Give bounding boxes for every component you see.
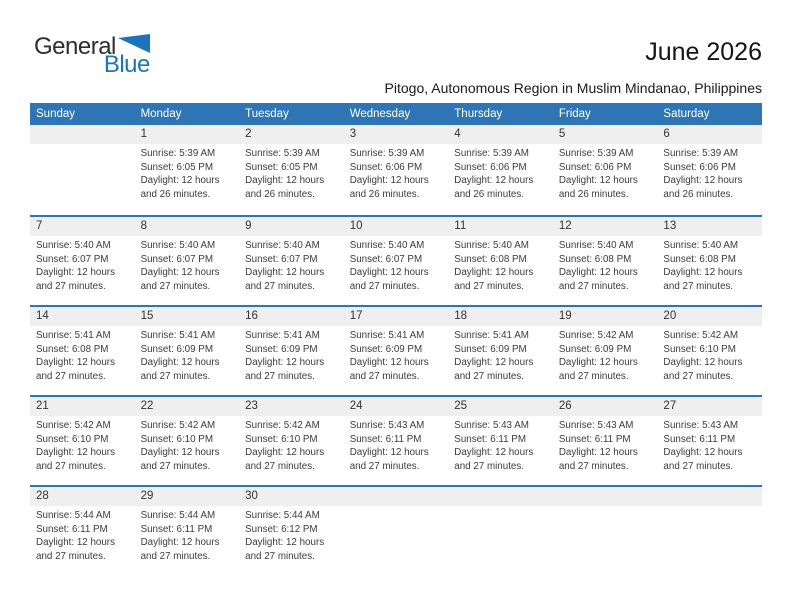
day-number: 17 bbox=[344, 307, 449, 326]
day-detail-line: Daylight: 12 hours bbox=[558, 175, 638, 186]
week-row-2 bbox=[30, 215, 762, 305]
day-detail-line: Daylight: 12 hours bbox=[140, 447, 220, 458]
day-detail-line: Daylight: 12 hours bbox=[454, 175, 534, 186]
day-details bbox=[239, 144, 344, 201]
weekday-header-friday: Friday bbox=[558, 108, 591, 120]
day-number: 9 bbox=[239, 217, 344, 236]
day-details bbox=[553, 416, 658, 473]
day-detail-line: Daylight: 12 hours bbox=[349, 175, 429, 186]
day-detail-line: and 27 minutes. bbox=[349, 460, 420, 472]
day-number: 3 bbox=[344, 125, 449, 144]
day-cell-22 bbox=[135, 397, 240, 485]
day-number: 7 bbox=[30, 217, 135, 236]
day-cell-28 bbox=[30, 487, 135, 575]
day-detail-line: and 27 minutes. bbox=[140, 370, 211, 382]
day-detail-line: and 27 minutes. bbox=[454, 460, 524, 472]
day-detail-line: Sunrise: 5:41 AM bbox=[245, 330, 320, 341]
day-number: 23 bbox=[239, 397, 344, 416]
day-detail-line: Daylight: 12 hours bbox=[245, 267, 325, 278]
day-detail-line: Sunrise: 5:42 AM bbox=[36, 420, 111, 431]
day-detail-line: Daylight: 12 hours bbox=[140, 267, 220, 278]
day-details bbox=[448, 144, 553, 201]
day-detail-line: and 27 minutes. bbox=[454, 280, 524, 292]
day-detail-line: Sunrise: 5:40 AM bbox=[245, 240, 320, 251]
day-detail-line: Sunrise: 5:41 AM bbox=[36, 330, 111, 341]
day-detail-line: Sunrise: 5:43 AM bbox=[349, 420, 425, 431]
weekday-row bbox=[30, 103, 762, 125]
day-detail-line: Sunset: 6:09 PM bbox=[558, 343, 632, 355]
day-cell-29 bbox=[135, 487, 240, 575]
day-detail-line: Sunrise: 5:39 AM bbox=[349, 148, 425, 159]
day-number: 12 bbox=[553, 217, 658, 236]
day-detail-line: Sunset: 6:07 PM bbox=[140, 253, 213, 265]
day-detail-line: Sunrise: 5:39 AM bbox=[454, 148, 529, 159]
day-detail-line: Sunrise: 5:43 AM bbox=[558, 420, 634, 431]
day-detail-line: Sunset: 6:10 PM bbox=[663, 343, 736, 355]
weekday-header-tuesday: Tuesday bbox=[245, 108, 289, 120]
day-detail-line: Sunset: 6:12 PM bbox=[245, 523, 318, 535]
day-details bbox=[657, 144, 762, 201]
day-detail-line: and 27 minutes. bbox=[663, 370, 734, 382]
day-cell-27 bbox=[657, 397, 762, 485]
day-number: 30 bbox=[239, 487, 344, 506]
day-number: 15 bbox=[135, 307, 240, 326]
day-number: 19 bbox=[553, 307, 658, 326]
calendar bbox=[30, 103, 762, 575]
day-details bbox=[30, 236, 135, 293]
day-number bbox=[553, 487, 658, 506]
logo-text-blue: Blue bbox=[103, 51, 150, 78]
day-cell-17 bbox=[344, 307, 449, 395]
general-blue-logo bbox=[34, 34, 150, 77]
day-cell-empty bbox=[344, 487, 449, 575]
day-cell-2 bbox=[239, 125, 344, 215]
day-number: 13 bbox=[657, 217, 762, 236]
day-detail-line: Sunrise: 5:41 AM bbox=[454, 330, 529, 341]
day-detail-line: Sunrise: 5:41 AM bbox=[140, 330, 216, 341]
day-details bbox=[553, 236, 658, 293]
week-row-1 bbox=[30, 125, 762, 215]
day-detail-line: Daylight: 12 hours bbox=[36, 357, 115, 368]
day-number: 2 bbox=[239, 125, 344, 144]
day-detail-line: and 27 minutes. bbox=[245, 280, 315, 292]
day-details bbox=[30, 326, 135, 383]
day-detail-line: Daylight: 12 hours bbox=[663, 267, 743, 278]
day-number: 5 bbox=[553, 125, 658, 144]
day-detail-line: and 27 minutes. bbox=[349, 280, 420, 292]
day-detail-line: Sunset: 6:06 PM bbox=[663, 161, 736, 173]
day-cell-empty bbox=[30, 125, 135, 215]
day-detail-line: Daylight: 12 hours bbox=[245, 447, 325, 458]
day-detail-line: Sunrise: 5:40 AM bbox=[349, 240, 425, 251]
day-cell-24 bbox=[344, 397, 449, 485]
day-cell-8 bbox=[135, 217, 240, 305]
day-detail-line: Sunrise: 5:40 AM bbox=[663, 240, 739, 251]
day-number: 20 bbox=[657, 307, 762, 326]
day-detail-line: Sunset: 6:09 PM bbox=[349, 343, 423, 355]
day-detail-line: Sunrise: 5:42 AM bbox=[245, 420, 320, 431]
day-details bbox=[448, 506, 553, 509]
day-cell-25 bbox=[448, 397, 553, 485]
day-cell-11 bbox=[448, 217, 553, 305]
day-number: 4 bbox=[448, 125, 553, 144]
day-cell-20 bbox=[657, 307, 762, 395]
day-detail-line: Daylight: 12 hours bbox=[349, 447, 429, 458]
calendar-grid bbox=[30, 125, 762, 575]
day-details bbox=[448, 416, 553, 473]
week-row-4 bbox=[30, 395, 762, 485]
day-detail-line: Sunset: 6:11 PM bbox=[558, 433, 631, 445]
day-detail-line: Daylight: 12 hours bbox=[454, 357, 534, 368]
day-detail-line: Sunrise: 5:44 AM bbox=[140, 510, 216, 521]
day-details bbox=[448, 326, 553, 383]
day-cell-26 bbox=[553, 397, 658, 485]
day-detail-line: Sunset: 6:07 PM bbox=[349, 253, 423, 265]
day-detail-line: Sunset: 6:11 PM bbox=[36, 523, 108, 535]
day-detail-line: and 27 minutes. bbox=[663, 460, 734, 472]
day-detail-line: and 27 minutes. bbox=[558, 370, 629, 382]
day-detail-line: and 27 minutes. bbox=[140, 550, 211, 562]
day-detail-line: Sunset: 6:09 PM bbox=[140, 343, 213, 355]
day-details bbox=[344, 506, 449, 509]
day-detail-line: Sunrise: 5:39 AM bbox=[245, 148, 320, 159]
day-detail-line: and 26 minutes. bbox=[558, 188, 629, 200]
day-number: 16 bbox=[239, 307, 344, 326]
day-details bbox=[657, 506, 762, 509]
day-number: 8 bbox=[135, 217, 240, 236]
day-detail-line: and 26 minutes. bbox=[454, 188, 524, 200]
day-detail-line: Sunset: 6:10 PM bbox=[140, 433, 213, 445]
day-detail-line: and 27 minutes. bbox=[36, 550, 106, 562]
day-detail-line: Sunset: 6:07 PM bbox=[245, 253, 318, 265]
day-cell-30 bbox=[239, 487, 344, 575]
day-detail-line: and 27 minutes. bbox=[245, 460, 315, 472]
day-details bbox=[135, 416, 240, 473]
day-number: 27 bbox=[657, 397, 762, 416]
day-details bbox=[135, 326, 240, 383]
day-detail-line: Sunset: 6:07 PM bbox=[36, 253, 109, 265]
day-detail-line: and 27 minutes. bbox=[36, 370, 106, 382]
day-details bbox=[30, 144, 135, 147]
day-details bbox=[135, 236, 240, 293]
day-cell-12 bbox=[553, 217, 658, 305]
day-details bbox=[135, 506, 240, 563]
day-number: 29 bbox=[135, 487, 240, 506]
day-detail-line: Sunrise: 5:39 AM bbox=[558, 148, 634, 159]
day-cell-21 bbox=[30, 397, 135, 485]
day-detail-line: Sunset: 6:05 PM bbox=[245, 161, 318, 173]
day-cell-9 bbox=[239, 217, 344, 305]
day-number bbox=[344, 487, 449, 506]
day-cell-23 bbox=[239, 397, 344, 485]
day-detail-line: Daylight: 12 hours bbox=[36, 267, 115, 278]
day-detail-line: Sunrise: 5:44 AM bbox=[36, 510, 111, 521]
logo-text-general: General bbox=[34, 33, 116, 60]
day-detail-line: Sunrise: 5:42 AM bbox=[140, 420, 216, 431]
day-detail-line: Daylight: 12 hours bbox=[558, 447, 638, 458]
day-number: 26 bbox=[553, 397, 658, 416]
day-cell-empty bbox=[553, 487, 658, 575]
weekday-header-monday: Monday bbox=[140, 108, 182, 120]
day-cell-13 bbox=[657, 217, 762, 305]
day-cell-19 bbox=[553, 307, 658, 395]
day-detail-line: Sunrise: 5:40 AM bbox=[558, 240, 634, 251]
day-details bbox=[30, 416, 135, 473]
weekday-header-saturday: Saturday bbox=[663, 108, 710, 120]
day-detail-line: Sunset: 6:08 PM bbox=[663, 253, 736, 265]
day-details bbox=[553, 144, 658, 201]
day-details bbox=[239, 326, 344, 383]
day-cell-6 bbox=[657, 125, 762, 215]
day-cell-16 bbox=[239, 307, 344, 395]
day-detail-line: and 27 minutes. bbox=[558, 460, 629, 472]
day-cell-empty bbox=[657, 487, 762, 575]
day-detail-line: Sunrise: 5:39 AM bbox=[140, 148, 216, 159]
day-details bbox=[553, 326, 658, 383]
day-detail-line: Daylight: 12 hours bbox=[36, 447, 115, 458]
day-detail-line: Sunrise: 5:44 AM bbox=[245, 510, 320, 521]
day-number: 21 bbox=[30, 397, 135, 416]
day-detail-line: Daylight: 12 hours bbox=[663, 447, 743, 458]
day-details bbox=[344, 144, 449, 201]
day-details bbox=[657, 416, 762, 473]
day-cell-15 bbox=[135, 307, 240, 395]
day-detail-line: Daylight: 12 hours bbox=[140, 357, 220, 368]
day-detail-line: Sunrise: 5:40 AM bbox=[454, 240, 529, 251]
day-detail-line: and 27 minutes. bbox=[36, 280, 106, 292]
day-number bbox=[448, 487, 553, 506]
day-details bbox=[448, 236, 553, 293]
day-cell-18 bbox=[448, 307, 553, 395]
day-detail-line: Sunset: 6:09 PM bbox=[245, 343, 318, 355]
day-detail-line: Sunset: 6:06 PM bbox=[349, 161, 423, 173]
day-details bbox=[30, 506, 135, 563]
location-subtitle: Pitogo, Autonomous Region in Muslim Mindanao, Philippines bbox=[384, 80, 762, 96]
weekday-header-sunday: Sunday bbox=[36, 108, 76, 120]
day-detail-line: Sunset: 6:11 PM bbox=[349, 433, 422, 445]
day-detail-line: Daylight: 12 hours bbox=[36, 537, 115, 548]
day-details bbox=[239, 506, 344, 563]
day-detail-line: Sunset: 6:06 PM bbox=[454, 161, 527, 173]
day-detail-line: Daylight: 12 hours bbox=[663, 175, 743, 186]
month-year-title: June 2026 bbox=[645, 38, 762, 66]
day-number: 22 bbox=[135, 397, 240, 416]
day-detail-line: and 26 minutes. bbox=[349, 188, 420, 200]
day-detail-line: Sunset: 6:09 PM bbox=[454, 343, 527, 355]
day-details bbox=[657, 326, 762, 383]
day-cell-14 bbox=[30, 307, 135, 395]
day-detail-line: Sunset: 6:11 PM bbox=[663, 433, 736, 445]
day-cell-7 bbox=[30, 217, 135, 305]
day-detail-line: and 27 minutes. bbox=[558, 280, 629, 292]
day-detail-line: Sunrise: 5:39 AM bbox=[663, 148, 739, 159]
day-detail-line: and 27 minutes. bbox=[36, 460, 106, 472]
day-detail-line: Daylight: 12 hours bbox=[454, 447, 534, 458]
day-details bbox=[344, 416, 449, 473]
day-number bbox=[657, 487, 762, 506]
day-detail-line: and 26 minutes. bbox=[140, 188, 211, 200]
day-detail-line: and 26 minutes. bbox=[245, 188, 315, 200]
day-detail-line: and 27 minutes. bbox=[454, 370, 524, 382]
day-detail-line: and 27 minutes. bbox=[663, 280, 734, 292]
day-details bbox=[657, 236, 762, 293]
day-detail-line: Daylight: 12 hours bbox=[454, 267, 534, 278]
day-details bbox=[553, 506, 658, 509]
day-number: 6 bbox=[657, 125, 762, 144]
day-detail-line: and 26 minutes. bbox=[663, 188, 734, 200]
day-cell-4 bbox=[448, 125, 553, 215]
day-detail-line: Daylight: 12 hours bbox=[245, 357, 325, 368]
day-detail-line: Daylight: 12 hours bbox=[245, 537, 325, 548]
day-cell-5 bbox=[553, 125, 658, 215]
day-detail-line: Sunrise: 5:43 AM bbox=[663, 420, 739, 431]
day-detail-line: Sunrise: 5:42 AM bbox=[558, 330, 634, 341]
day-number: 14 bbox=[30, 307, 135, 326]
day-number: 11 bbox=[448, 217, 553, 236]
day-number: 10 bbox=[344, 217, 449, 236]
day-details bbox=[239, 416, 344, 473]
day-cell-10 bbox=[344, 217, 449, 305]
day-detail-line: Daylight: 12 hours bbox=[140, 175, 220, 186]
day-detail-line: and 27 minutes. bbox=[349, 370, 420, 382]
day-number: 28 bbox=[30, 487, 135, 506]
day-details bbox=[344, 326, 449, 383]
day-detail-line: Daylight: 12 hours bbox=[663, 357, 743, 368]
day-detail-line: Sunset: 6:08 PM bbox=[558, 253, 632, 265]
day-detail-line: and 27 minutes. bbox=[245, 550, 315, 562]
day-detail-line: Daylight: 12 hours bbox=[558, 267, 638, 278]
day-number: 1 bbox=[135, 125, 240, 144]
day-detail-line: Sunset: 6:08 PM bbox=[36, 343, 109, 355]
day-cell-1 bbox=[135, 125, 240, 215]
day-detail-line: and 27 minutes. bbox=[245, 370, 315, 382]
week-row-3 bbox=[30, 305, 762, 395]
day-number: 24 bbox=[344, 397, 449, 416]
day-detail-line: and 27 minutes. bbox=[140, 460, 211, 472]
day-details bbox=[344, 236, 449, 293]
day-detail-line: Sunrise: 5:41 AM bbox=[349, 330, 425, 341]
day-detail-line: Daylight: 12 hours bbox=[558, 357, 638, 368]
day-detail-line: Sunrise: 5:42 AM bbox=[663, 330, 739, 341]
page-header bbox=[0, 0, 792, 77]
day-detail-line: Sunset: 6:05 PM bbox=[140, 161, 213, 173]
day-detail-line: Sunset: 6:11 PM bbox=[454, 433, 526, 445]
weekday-header-thursday: Thursday bbox=[454, 108, 503, 120]
day-detail-line: Sunset: 6:11 PM bbox=[140, 523, 213, 535]
day-detail-line: Daylight: 12 hours bbox=[245, 175, 325, 186]
day-detail-line: Sunrise: 5:40 AM bbox=[36, 240, 111, 251]
day-detail-line: Sunset: 6:10 PM bbox=[245, 433, 318, 445]
day-number: 18 bbox=[448, 307, 553, 326]
day-details bbox=[135, 144, 240, 201]
day-detail-line: Sunset: 6:08 PM bbox=[454, 253, 527, 265]
day-detail-line: Sunrise: 5:40 AM bbox=[140, 240, 216, 251]
week-row-5 bbox=[30, 485, 762, 575]
day-detail-line: Daylight: 12 hours bbox=[140, 537, 220, 548]
weekday-header-wednesday: Wednesday bbox=[349, 108, 411, 120]
day-detail-line: Sunrise: 5:43 AM bbox=[454, 420, 529, 431]
day-detail-line: Daylight: 12 hours bbox=[349, 357, 429, 368]
day-detail-line: Sunset: 6:06 PM bbox=[558, 161, 632, 173]
day-detail-line: Daylight: 12 hours bbox=[349, 267, 429, 278]
day-number: 25 bbox=[448, 397, 553, 416]
day-number bbox=[30, 125, 135, 144]
day-details bbox=[239, 236, 344, 293]
day-detail-line: Sunset: 6:10 PM bbox=[36, 433, 109, 445]
day-cell-3 bbox=[344, 125, 449, 215]
day-detail-line: and 27 minutes. bbox=[140, 280, 211, 292]
day-cell-empty bbox=[448, 487, 553, 575]
